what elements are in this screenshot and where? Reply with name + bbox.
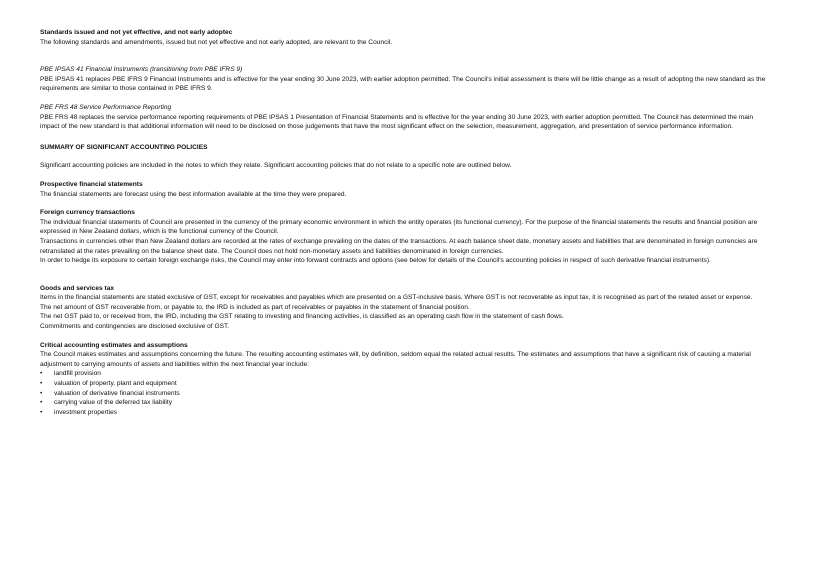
gst-paragraph-3: The net GST paid to, or received from, the IRD, including the GST relating to investing and financing activities, is classified as an operating cash flow in the statement of cash flows. — [40, 313, 564, 321]
bullet-marker: • — [40, 389, 43, 397]
bullet-marker: • — [40, 408, 43, 416]
list-item — [40, 408, 768, 418]
critical-body: The Council makes estimates and assumptions concerning the future. The resulting accounting estimates will, by definition, seldom equal the related actual results. The estimates and assumptions that have a significant risk of causing a material adjustment to carrying amounts of assets and liabilities within the next financial year include: — [40, 351, 751, 368]
foreign-paragraph-2: Transactions in currencies other than New Zealand dollars are recorded at the rates of exchange prevailing on the dates of the transactions. At each balance sheet date, monetary assets and liabilities that are denominated in foreign currencies are retranslated at the rates prevailing on the balance sheet date. The Council does not hold non-monetary assets and liabilities denominated in foreign currencies. — [40, 237, 758, 255]
prospective-heading: Prospective financial statements — [40, 180, 143, 188]
list-item-text: carrying value of the deferred tax liability — [54, 399, 173, 407]
bullet-marker: • — [40, 399, 43, 407]
list-item — [40, 379, 768, 389]
standards-intro: The following standards and amendments, issued but not yet effective and not early adopted, are relevant to the Council. — [40, 38, 393, 46]
prospective-body: The financial statements are forecast using the best information available at the time they were prepared. — [40, 190, 347, 198]
bullet-marker: • — [40, 380, 43, 388]
gst-paragraph-1: Items in the financial statements are stated exclusive of GST, except for receivables and payables which are presented on a GST-inclusive basis. Where GST is not recoverable as input tax, it is recognised as part of the related asset or expense. — [40, 294, 753, 302]
document-content — [40, 28, 768, 417]
list-item-text: valuation of derivative financial instruments — [54, 389, 180, 397]
list-item — [40, 369, 768, 379]
gst-paragraph-4: Commitments and contingencies are disclosed exclusive of GST. — [40, 323, 230, 331]
list-item-text: landfill provision — [54, 370, 101, 378]
ipsas41-body: PBE IPSAS 41 replaces PBE IFRS 9 Financial Instruments and is effective for the year ending 30 June 2023, with earlier adoption permitted. The Council's initial assessment is there will be little change as a result of adopting the new standard as the requirements are similar to those contained in PBE IFRS 9. — [40, 75, 766, 93]
foreign-heading: Foreign currency transactions — [40, 209, 135, 217]
standards-heading: Standards issued and not yet effective, and not early adoptec — [40, 29, 233, 36]
frs48-title: PBE FRS 48 Service Performance Reporting — [40, 103, 172, 111]
gst-heading: Goods and services tax — [40, 284, 115, 292]
summary-heading: SUMMARY OF SIGNIFICANT ACCOUNTING POLICIES — [40, 143, 208, 151]
frs48-body: PBE FRS 48 replaces the service performance reporting requirements of PBE IPSAS 1 Presentation of Financial Statements and is effective for the year ending 30 June 2023, with earlier adoption permitted. The Council has determined the main impact of the new standard is that additional information will need to be disclosed on those judgements that have the most significant effect on the selection, measurement, aggregation, and presentation of service performance information. — [40, 113, 754, 131]
summary-body: Significant accounting policies are included in the notes to which they relate. Significant accounting policies that do not relate to a specific note are outlined below. — [40, 162, 512, 170]
ipsas41-title: PBE IPSAS 41 Financial Instruments (transitioning from PBE IFRS 9) — [40, 66, 243, 74]
list-item — [40, 389, 768, 399]
foreign-paragraph-1: The individual financial statements of Council are presented in the currency of the primary economic environment in which the entity operates (its functional currency). For the purpose of the financial statements the results and financial position are expressed in New Zealand dollars, which is the functional currency of the Council. — [40, 218, 758, 236]
foreign-paragraph-3: In order to hedge its exposure to certain foreign exchange risks, the Council may enter into forward contracts and options (see below for details of the Council's accounting policies in respect of such derivative financial instruments). — [40, 257, 711, 265]
list-item-text: valuation of property, plant and equipment — [54, 380, 177, 388]
bullet-marker: • — [40, 370, 43, 378]
gst-paragraph-2: The net amount of GST recoverable from, or payable to, the IRD is included as part of receivables or payables in the statement of financial position. — [40, 303, 470, 311]
critical-heading: Critical accounting estimates and assumptions — [40, 341, 188, 349]
critical-estimates-list — [40, 369, 768, 417]
list-item — [40, 398, 768, 408]
list-item-text: investment properties — [54, 408, 118, 416]
